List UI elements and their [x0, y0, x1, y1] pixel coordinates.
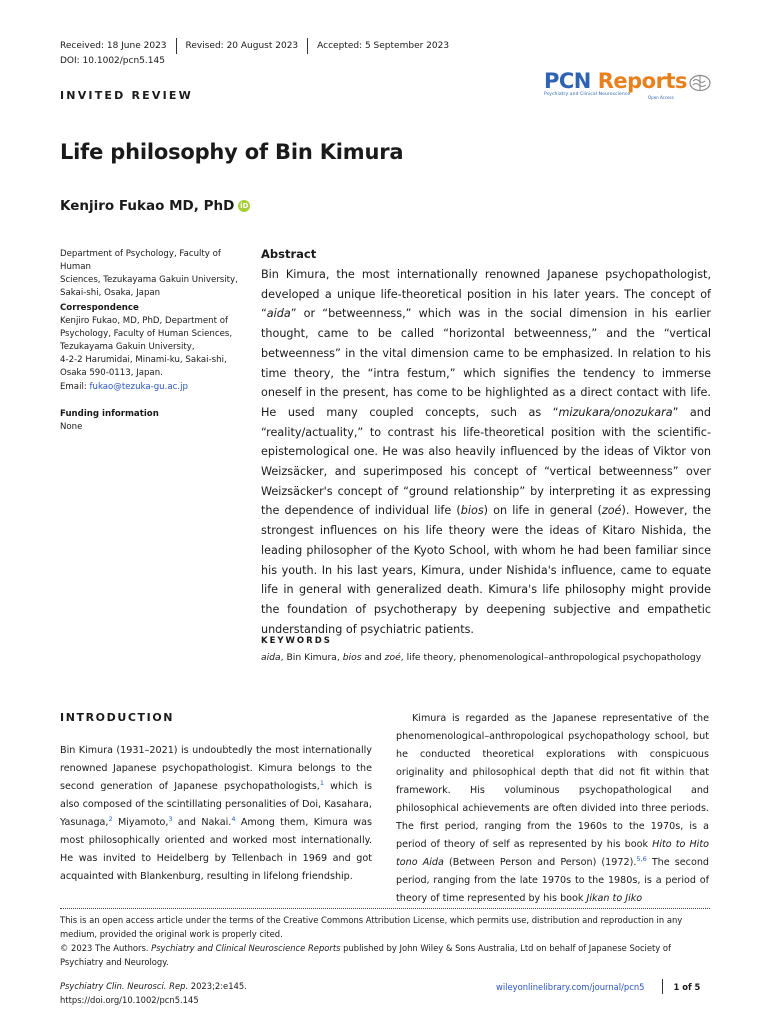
section-label: INVITED REVIEW: [60, 89, 193, 102]
date-divider: [307, 38, 308, 54]
logo-reports-text: Reports: [597, 69, 687, 93]
orcid-icon[interactable]: iD: [240, 202, 249, 210]
author-line: [60, 198, 250, 214]
abstract-text: Bin Kimura, the most internationally renowned Japanese psychopathologist, developed a unique life-theoretical position in his later years. The concept of “aida” or “betweenness,” which was in the social dimension in his earlier thought, came to be called “horizontal betweenness,” and the “vertical betweenness” in the vital dimension came to be emphasized. In relation to his time theory, the “intra festum,” which signifies the tendency to immerse oneself in the present, has come to be highlighted as a direct contact with life. He used many coupled concepts, such as “mizukara/onozukara” and “reality/actuality,” to contrast his life-theoretical position with the scientific-epistemological one. He was also heavily influenced by the ideas of Viktor von Weizsäcker, and superimposed his concept of “vertical betweenness” over Weizsäcker's concept of “ground relationship” by interpreting it as expressing the dependence of individual life (bios) on life in general (zoé). However, the strongest influences on his life theory were the ideas of Kitaro Nishida, the leading philosopher of the Kyoto School, with whom he had been familiar since his youth. In his last years, Kimura, under Nishida's influence, came to equate life in general with generalized death. Kimura's life philosophy might provide the foundation of psychotherapy by deepening subjective and empathetic understanding of psychiatric patients.: [261, 268, 711, 636]
revised-date: Revised: 20 August 2023: [185, 41, 299, 51]
journal-site-link[interactable]: wileyonlinelibrary.com/journal/pcn5: [496, 981, 645, 992]
footer-right: [496, 979, 700, 994]
introduction-heading: INTRODUCTION: [60, 711, 175, 724]
footer-doi: https://doi.org/10.1002/pcn5.145: [60, 995, 199, 1005]
logo-subtitle: Psychiatry and Clinical Neuroscience: [544, 92, 631, 97]
author-name: Kenjiro Fukao MD, PhD: [60, 198, 235, 214]
article-title: Life philosophy of Bin Kimura: [60, 140, 404, 164]
correspondence-line: 4-2-2 Harumidai, Minami-ku, Sakai-shi,: [60, 355, 227, 366]
email-link[interactable]: fukao@tezuka-gu.ac.jp: [89, 381, 188, 392]
keywords-heading: KEYWORDS: [261, 636, 332, 646]
license-line: This is an open access article under the terms of the Creative Commons Attribution License, which permits use, distribution and reproduction in any medium, provided the original work is properly cited.: [60, 915, 683, 939]
article-dates: [60, 38, 449, 54]
footer-citation: [60, 979, 247, 1007]
logo-pcn-text: PCN: [544, 69, 591, 93]
funding: [60, 408, 248, 434]
open-access-label: Open Access: [648, 95, 674, 100]
accepted-date: Accepted: 5 September 2023: [317, 41, 450, 51]
citation-link[interactable]: 5,6: [636, 855, 647, 864]
funding-heading: Funding information: [60, 409, 159, 419]
correspondence-line: Osaka 590-0113, Japan.: [60, 368, 163, 379]
footer-divider-bar: [662, 979, 663, 994]
keywords-list: aida, Bin Kimura, bios and zoé, life theory, phenomenological–anthropological psychopathology: [261, 652, 702, 663]
citation-link[interactable]: 4: [231, 815, 236, 823]
copyright-line: © 2023 The Authors. Psychiatry and Clinical Neuroscience Reports published by John Wiley & Sons Australia, Ltd on behalf of Japanese Society of Psychiatry and Neurology.: [60, 943, 671, 967]
license-text: [60, 913, 710, 969]
footer-divider: [60, 908, 710, 909]
citation-link[interactable]: 3: [168, 815, 173, 823]
citation-line: Psychiatry Clin. Neurosci. Rep. 2023;2:e145.: [60, 981, 247, 991]
page-number: 1 of 5: [673, 981, 701, 992]
brain-logo-icon: [689, 74, 711, 92]
correspondence-line: Kenjiro Fukao, MD, PhD, Department of: [60, 316, 229, 327]
intro-right-column: Kimura is regarded as the Japanese representative of the phenomenological–anthropological psychopathology school, but he conducted theoretical explorations with conspicuous originality and philosophical depth that did not fit within that framework. His voluminous psychopathological and philosophical achievements are often divided into three periods. The first period, ranging from the 1960s to the 1970s, is a period of theory of self as represented by his book Hito to Hito tono Aida (Between Person and Person) (1972).$^{5,6}$ The second period, ranging from the late 1970s to the 1980s, is a period of theory of time represented by his book Jikan to Jiko: [396, 713, 709, 905]
intro-left-column: Bin Kimura (1931–2021) is undoubtedly the most internationally renowned Japanese psychopathologist. Kimura belongs to the second generation of Japanese psychopathologists,$^1$ which is also composed of the scintillating personalities of Doi, Kasahara, Yasunaga,$^2$ Miyamoto,$^3$ and Nakai.$^4$ Among them, Kimura was most philosophically oriented and worked most internationally. He was invited to Heidelberg by Tellenbach in 1969 and got acquainted with Blankenburg, resulting in lifelong friendship.: [60, 745, 372, 883]
email-line: [60, 381, 248, 394]
affiliation-line: Sciences, Tezukayama Gakuin University,: [60, 275, 238, 286]
correspondence: [60, 302, 248, 394]
affiliation-line: Department of Psychology, Faculty of Human: [60, 249, 221, 273]
correspondence-line: Psychology, Faculty of Human Sciences,: [60, 329, 233, 340]
affiliation: [60, 248, 248, 300]
journal-logo: [544, 70, 714, 102]
article-doi: DOI: 10.1002/pcn5.145: [60, 56, 165, 66]
correspondence-heading: Correspondence: [60, 303, 139, 313]
abstract-heading: Abstract: [261, 247, 317, 261]
email-label: Email:: [60, 381, 90, 392]
affiliation-line: Sakai-shi, Osaka, Japan: [60, 288, 161, 299]
date-divider: [176, 38, 177, 54]
received-date: Received: 18 June 2023: [60, 41, 167, 51]
citation-link[interactable]: 1: [319, 778, 324, 787]
funding-value: None: [60, 422, 83, 433]
correspondence-line: Tezukayama Gakuin University,: [60, 342, 195, 353]
citation-link[interactable]: 2: [108, 815, 113, 823]
abstract-section: [261, 247, 711, 639]
